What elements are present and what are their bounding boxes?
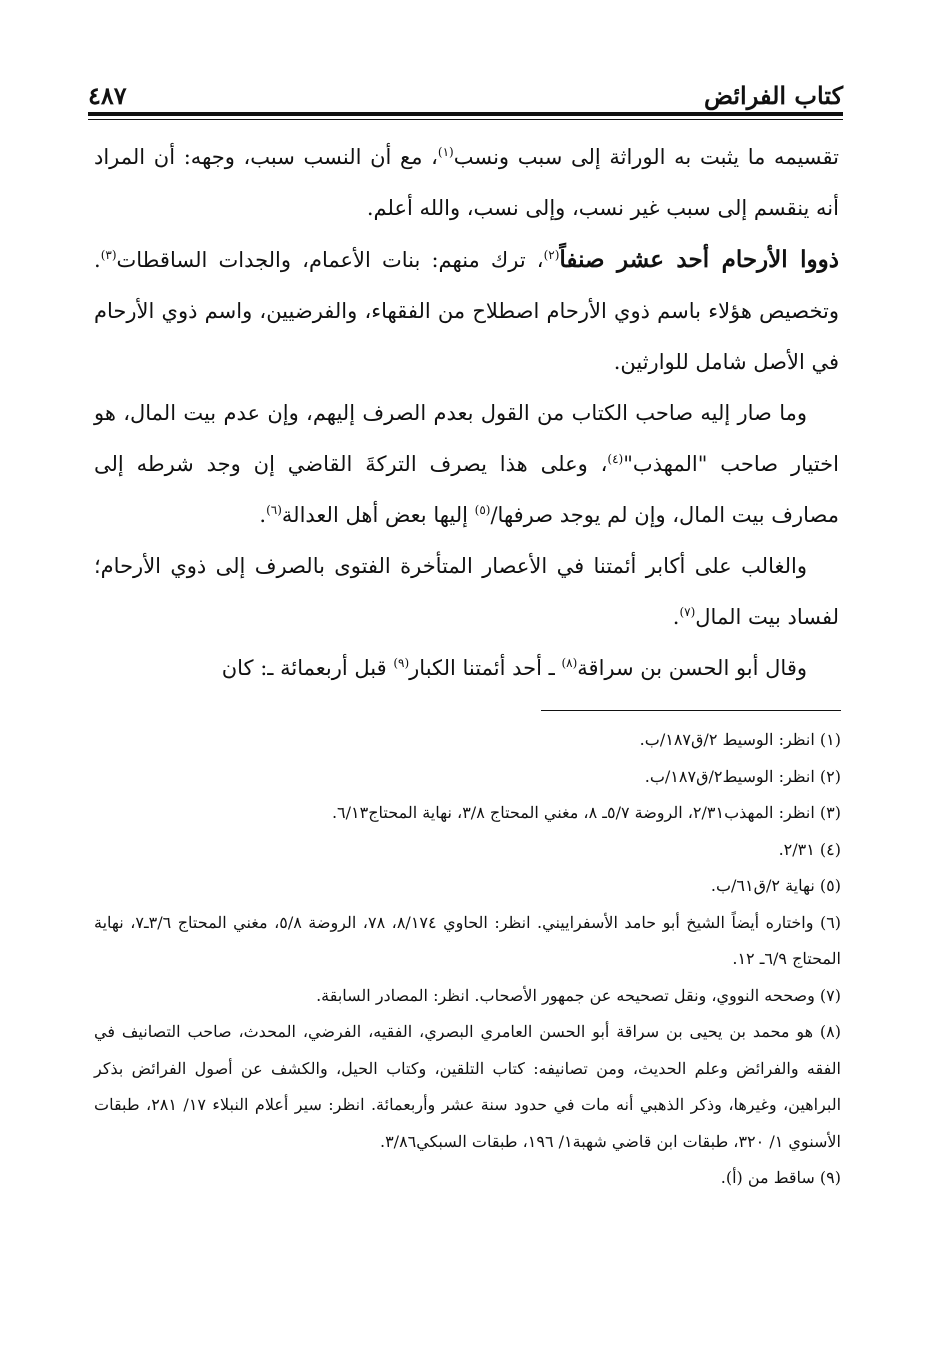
footnote-ref-6: (٦) <box>266 503 282 517</box>
p3-text-4: . <box>259 503 267 527</box>
running-head: كتاب الفرائض <box>703 81 843 110</box>
footnote-ref-9: (٩) <box>393 656 410 670</box>
section-lead-heading: ذووا الأرحام أحد عشر صنفاً <box>559 246 839 273</box>
p4-text-1: والغالب على أكابر أئمتنا في الأعصار المتأخرة الفتوى بالصرف إلى ذوي الأرحام؛ لفساد بيت المال <box>94 554 839 629</box>
p1-text-1: تقسيمه ما يثبت به الوراثة إلى سبب ونسب <box>453 145 839 169</box>
footnote-3: (٣) انظر: المهذب٢/٣١، الروضة ٥/٧ـ ٨، مغني المحتاج ٣/٨، نهاية المحتاج٦/١٣. <box>331 803 841 822</box>
header-rule-thick <box>88 112 843 116</box>
footnote-8: (٨) هو محمد بن يحيى بن سراقة أبو الحسن العامري البصري، الفقيه، الفرضي، المحدث، صاحب التصانيف في الفقه والفرائض وعلم الحديث، ومن تصانيفه: كتاب التلقين، وكتاب الحيل، والكشف عن أصول الفرائض بذكر البراهين، وغيرها، وذكر الذهبي أنه مات في حدود سنة عشر وأربعمائة. انظر: سير أعلام النبلاء ١٧/ ٢٨١، طبقات الأسنوي ١/ ٣٢٠، طبقات ابن قاضي شهبة١/ ١٩٦، طبقات السبكي٣/٨٦. <box>94 1022 842 1151</box>
paragraph-5 <box>94 643 839 694</box>
footnote-1: (١) انظر: الوسيط ٢/ق١٨٧/ب. <box>639 730 841 749</box>
page-number: ٤٨٧ <box>88 81 127 110</box>
footnote-6: (٦) واختاره أيضاً الشيخ أبو حامد الأسفراييني. انظر: الحاوي ٨/١٧٤، ٧٨، الروضة ٥/٨، مغني المحتاج ٣/٦ـ٧، نهاية المحتاج ٦/٩ـ ١٢. <box>94 912 842 968</box>
p2-text-1: ، ترك منهم: بنات الأعمام، والجدات الساقطات <box>116 248 544 272</box>
footnote-5: (٥) نهاية ٢/ق٦١/ب. <box>710 876 841 895</box>
p4-text-2: . <box>672 605 680 629</box>
footnote-ref-5: (٥) <box>474 503 491 517</box>
footnote-7: (٧) وصححه النووي، ونقل تصحيحه عن جمهور الأصحاب. انظر: المصادر السابقة. <box>316 985 841 1005</box>
footnote-ref-8: (٨) <box>561 656 578 670</box>
paragraph-2 <box>94 234 839 388</box>
p1-text-2: ، مع أن النسب سبب، وجهه: أن المراد أنه ينقسم إلى سبب غير نسب، وإلى نسب، والله أعلم. <box>94 145 839 220</box>
footnote-ref-2: (٢) <box>543 248 560 262</box>
footnote-4: (٤) ٢/٣١. <box>778 839 841 859</box>
paragraph-1 <box>94 132 839 234</box>
paragraph-3 <box>94 388 839 541</box>
footnote-ref-1: (١) <box>437 145 454 159</box>
p5-text-1: وقال أبو الحسن بن سراقة <box>577 656 807 680</box>
footnote-ref-4: (٤) <box>607 452 624 466</box>
p5-text-3: قبل أربعمائة ـ: كان <box>221 656 394 680</box>
footnotes <box>94 722 841 1197</box>
paragraph-4 <box>94 541 839 643</box>
main-text <box>94 132 839 694</box>
page-header <box>88 72 843 110</box>
p3-text-2: ، وعلى هذا يصرف التركةَ القاضي إن وجد شرطه إلى مصارف بيت المال، وإن لم يوجد صرفها/ <box>94 452 839 527</box>
p5-text-2: ـ أحد أئمتنا الكبار <box>409 656 562 680</box>
footnote-separator <box>541 710 841 711</box>
p3-text-1: وما صار إليه صاحب الكتاب من القول بعدم الصرف إليهم، وإن عدم بيت المال، هو اختيار صاحب "المهذب" <box>94 401 839 476</box>
header-rule-thin <box>88 119 843 120</box>
p2-text-2: . وتخصيص هؤلاء باسم ذوي الأرحام اصطلاح من الفقهاء، والفرضيين، واسم ذوي الأرحام في الأصل شامل للوارثين. <box>94 248 839 374</box>
p3-text-3: إليها بعض أهل العدالة <box>281 503 475 527</box>
footnote-9: (٩) ساقط من (أ). <box>720 1168 841 1187</box>
footnote-ref-3: (٣) <box>100 248 117 262</box>
footnote-2: (٢) انظر: الوسيط٢/ق١٨٧/ب. <box>644 766 841 786</box>
footnote-ref-7: (٧) <box>679 605 696 619</box>
